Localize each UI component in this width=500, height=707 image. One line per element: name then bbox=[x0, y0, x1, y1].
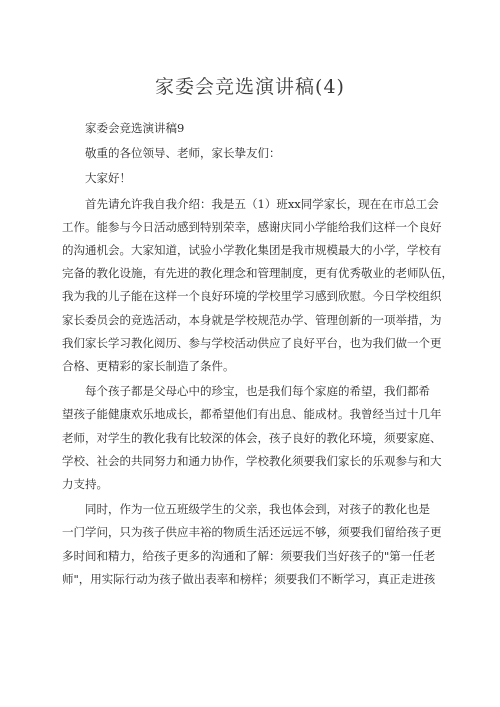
paragraph-1 bbox=[62, 193, 453, 379]
paragraph-line: 我们家长学习教化阅历、参与学校活动供应了良好平台，也为我们做一个更 bbox=[62, 335, 442, 350]
paragraph-line: 工作。能参与今日活动感到特别荣幸，感谢庆同小学能给我们这样一个良好 bbox=[62, 219, 442, 234]
document-title: 家委会竞选演讲稿(4) bbox=[155, 76, 345, 98]
paragraph-line: 师"，用实际行动为孩子做出表率和榜样；须要我们不断学习，真正走进孩 bbox=[62, 571, 436, 586]
paragraph-line: 我为我的儿子能在这样一个良好环境的学校里学习感到欣慰。今日学校组织 bbox=[62, 289, 442, 304]
salutation: 敬重的各位领导、老师，家长挚友们： bbox=[85, 146, 281, 161]
paragraph-line: 合格、更精彩的家长制造了条件。 bbox=[62, 359, 235, 374]
paragraph-line: 的沟通机会。大家知道，试验小学教化集团是我市规模最大的小学，学校有 bbox=[62, 243, 442, 258]
paragraph-line: 每个孩子都是父母心中的珍宝，也是我们每个家庭的希望，我们都希 bbox=[85, 384, 430, 399]
paragraph-3 bbox=[62, 498, 442, 591]
paragraph-line: 首先请允许我自我介绍：我是五（1）班xx同学家长，现在在市总工会 bbox=[85, 196, 439, 211]
paragraph-line: 多时间和精力，给孩子更多的沟通和了解：须要我们当好孩子的"第一任老 bbox=[62, 548, 436, 563]
paragraph-line: 学校、社会的共同努力和通力协作，学校教化须要我们家长的乐观参与和大 bbox=[62, 453, 442, 468]
document-body bbox=[62, 117, 453, 591]
greeting: 大家好！ bbox=[85, 171, 131, 186]
paragraph-line: 力支持。 bbox=[62, 477, 108, 492]
subtitle: 家委会竞选演讲稿9 bbox=[85, 121, 185, 135]
paragraph-line: 完备的教化设施，有先进的教化理念和管理制度，更有优秀敬业的老师队伍， bbox=[62, 266, 453, 281]
paragraph-2 bbox=[62, 380, 442, 496]
paragraph-line: 一门学问，只为孩子供应丰裕的物质生活还远远不够，须要我们留给孩子更 bbox=[62, 525, 442, 540]
paragraph-line: 老师，对学生的教化我有比较深的体会，孩子良好的教化环境，须要家庭、 bbox=[62, 430, 442, 445]
paragraph-line: 望孩子能健康欢乐地成长，都希望他们有出息、能成材。我曾经当过十几年 bbox=[62, 407, 442, 422]
paragraph-line: 同时，作为一位五班级学生的父亲，我也体会到，对孩子的教化也是 bbox=[85, 502, 430, 517]
paragraph-line: 家长委员会的竞选活动，本身就是学校规范办学、管理创新的一项举措，为 bbox=[62, 312, 442, 327]
